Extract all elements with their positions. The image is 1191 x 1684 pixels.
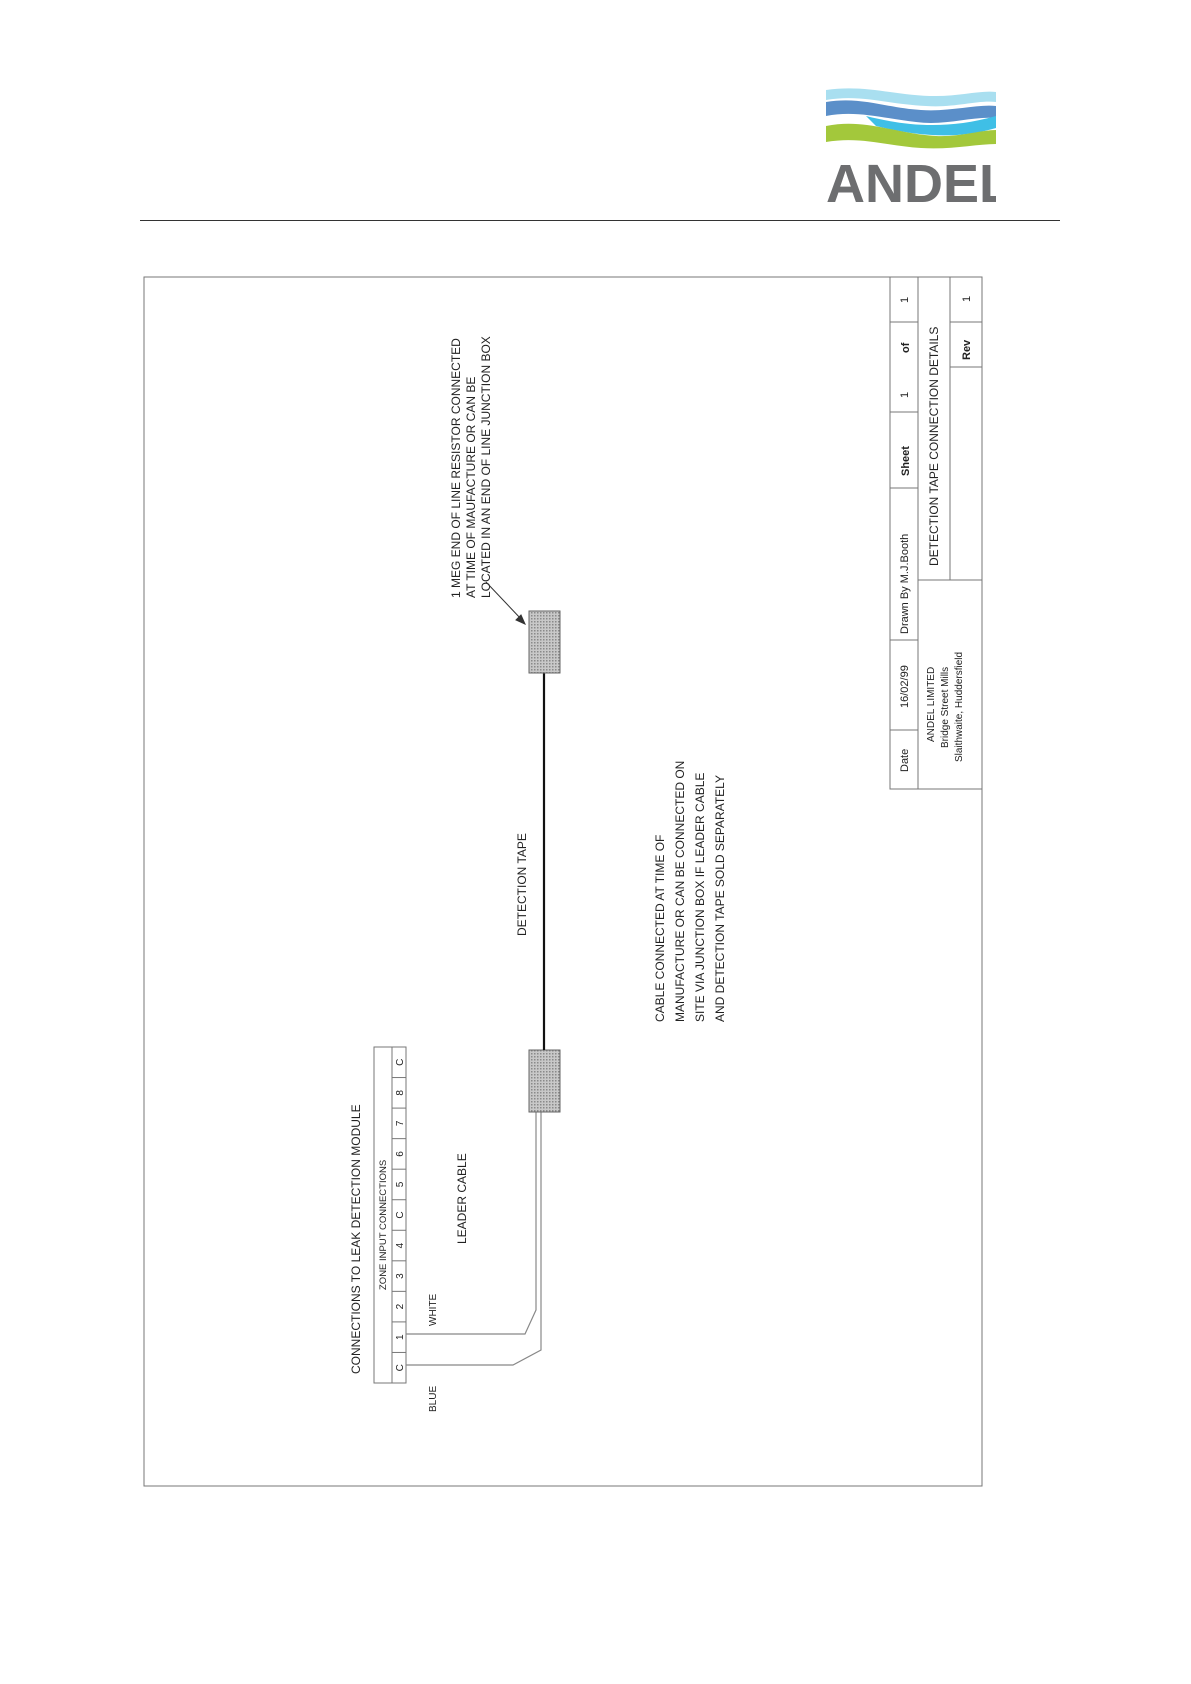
white-label: WHITE — [428, 1293, 439, 1326]
terminal-label: 7 — [395, 1120, 406, 1127]
sheet-value: 1 — [899, 391, 911, 398]
white-wire — [406, 1110, 536, 1334]
resistor-arrow — [486, 582, 525, 624]
terminal-label: 4 — [395, 1242, 406, 1249]
terminal-label: C — [395, 1211, 406, 1219]
company-line-3: Slaithwaite, Huddersfield — [954, 651, 965, 762]
terminal-label: 3 — [395, 1273, 406, 1279]
terminal-label: 8 — [395, 1090, 406, 1096]
rev-value: 1 — [961, 295, 973, 302]
cable-note-line-4: AND DETECTION TAPE SOLD SEPARATELY — [713, 775, 727, 1022]
leader-cable-label: LEADER CABLE — [455, 1153, 469, 1244]
resistor-note-line-1: 1 MEG END OF LINE RESISTOR CONNECTED — [449, 338, 463, 598]
terminal-label: 2 — [395, 1303, 406, 1310]
blue-label: BLUE — [428, 1385, 439, 1412]
terminal-label: 1 — [395, 1334, 406, 1340]
drawing-title: DETECTION TAPE CONNECTION DETAILS — [927, 326, 941, 566]
of-label: of — [900, 342, 912, 353]
zone-header: ZONE INPUT CONNECTIONS — [378, 1159, 389, 1290]
company-line-2: Bridge Street Mills — [940, 666, 951, 748]
sheet-label: Sheet — [900, 446, 912, 476]
terminal-label: C — [395, 1364, 406, 1372]
terminal-label: 6 — [395, 1151, 406, 1157]
end-of-line-resistor-box — [529, 611, 560, 673]
resistor-note-line-3: LOCATED IN AN END OF LINE JUNCTION BOX — [479, 336, 493, 598]
rev-label: Rev — [961, 339, 973, 360]
detection-tape-label: DETECTION TAPE — [515, 833, 529, 936]
cable-note-line-3: SITE VIA JUNCTION BOX IF LEADER CABLE — [693, 772, 707, 1022]
logo-text: ANDEL — [826, 154, 996, 206]
terminal-label: C — [395, 1058, 406, 1066]
leader-junction-box — [529, 1050, 560, 1112]
of-value: 1 — [899, 296, 911, 303]
resistor-note-line-2: AT TIME OF MAUFACTURE OR CAN BE — [464, 376, 478, 598]
drawing-frame — [144, 277, 982, 1486]
terminal-cells — [392, 1059, 406, 1372]
date-value: 16/02/99 — [899, 665, 911, 708]
cable-note-line-2: MANUFACTURE OR CAN BE CONNECTED ON — [673, 760, 687, 1022]
blue-wire — [406, 1110, 541, 1365]
module-title: CONNECTIONS TO LEAK DETECTION MODULE — [349, 1104, 363, 1374]
date-label: Date — [899, 748, 911, 772]
terminal-label: 5 — [395, 1181, 406, 1188]
drawn-by: Drawn By M.J.Booth — [899, 533, 911, 634]
wiring — [406, 1110, 541, 1365]
cable-note-line-1: CABLE CONNECTED AT TIME OF — [653, 834, 667, 1022]
company-line-1: ANDEL LIMITED — [926, 666, 937, 742]
